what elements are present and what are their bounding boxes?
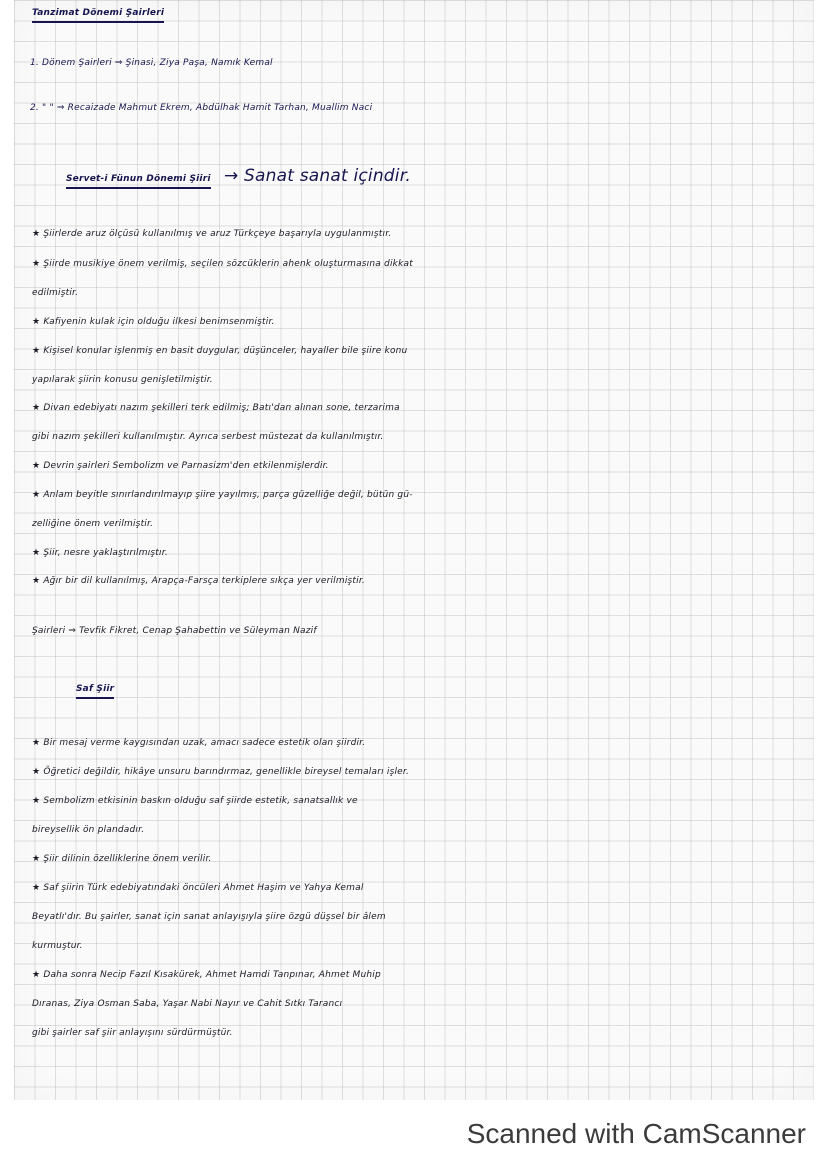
servetifunun-poets: Şairleri ⇒ Tevfik Fikret, Cenap Şahabettin ve Süleyman Nazif: [32, 626, 317, 636]
safsiir-bullet-1: ★ Bir mesaj verme kaygısından uzak, amacı sadece estetik olan şiirdir.: [32, 738, 366, 748]
safsiir-bullet-3: ★ Sembolizm etkisinin baskın olduğu saf şiirde estetik, sanatsallık ve: [32, 796, 358, 806]
servetifunun-bullet-4-cont: yapılarak şiirin konusu genişletilmiştir.: [32, 375, 213, 385]
servetifunun-bullet-6: ★ Devrin şairleri Sembolizm ve Parnasizm'den etkilenmişlerdir.: [32, 461, 329, 471]
servetifunun-bullet-1: ★ Şiirlerde aruz ölçüsü kullanılmış ve aruz Türkçeye başarıyla uygulanmıştır.: [32, 229, 392, 239]
safsiir-bullet-3-cont: bireysellik ön plandadır.: [32, 825, 145, 835]
tanzimat-line-1: 1. Dönem Şairleri ⇒ Şinasi, Ziya Paşa, Namık Kemal: [30, 58, 273, 68]
servetifunun-note: → Sanat sanat içindir.: [223, 166, 411, 186]
safsiir-bullet-2: ★ Öğretici değildir, hikâye unsuru barındırmaz, genellikle bireysel temaları işler.: [32, 767, 410, 777]
safsiir-bullet-6-cont-2: gibi şairler saf şiir anlayışını sürdürmüştür.: [32, 1028, 233, 1038]
servetifunun-bullet-5-cont: gibi nazım şekilleri kullanılmıştır. Ayrıca serbest müstezat da kullanılmıştır.: [32, 432, 384, 442]
servetifunun-bullet-2: ★ Şiirde musikiye önem verilmiş, seçilen sözcüklerin ahenk oluşturmasına dikkat: [32, 259, 413, 269]
safsiir-bullet-5-cont-2: kurmuştur.: [32, 941, 83, 951]
servetifunun-bullet-9: ★ Ağır bir dil kullanılmış, Arapça-Farsça terkiplere sıkça yer verilmiştir.: [32, 576, 365, 586]
safsiir-bullet-5-cont: Beyatlı'dır. Bu şairler, sanat için sanat anlayışıyla şiire özgü düşsel bir âlem: [32, 912, 386, 922]
tanzimat-line-2: 2. " " ⇒ Recaizade Mahmut Ekrem, Abdülhak Hamit Tarhan, Muallim Naci: [30, 103, 373, 113]
servetifunun-bullet-5: ★ Divan edebiyatı nazım şekilleri terk edilmiş; Batı'dan alınan sone, terzarima: [32, 403, 400, 413]
servetifunun-bullet-4: ★ Kişisel konular işlenmiş en basit duygular, düşünceler, hayaller bile şiire konu: [32, 346, 408, 356]
section-title-tanzimat: Tanzimat Dönemi Şairleri: [32, 8, 828, 23]
servetifunun-bullet-3: ★ Kafiyenin kulak için olduğu ilkesi benimsenmiştir.: [32, 317, 275, 327]
notebook-page: [14, 0, 814, 1100]
section-title-safsiir: Saf Şiir: [76, 684, 828, 699]
safsiir-bullet-4: ★ Şiir dilinin özelliklerine önem verilir.: [32, 854, 212, 864]
safsiir-bullet-5: ★ Saf şiirin Türk edebiyatındaki öncüleri Ahmet Haşim ve Yahya Kemal: [32, 883, 364, 893]
servetifunun-bullet-8: ★ Şiir, nesre yaklaştırılmıştır.: [32, 548, 168, 558]
servetifunun-bullet-2-cont: edilmiştir.: [32, 288, 79, 298]
servetifunun-bullet-7-cont: zelliğine önem verilmiştir.: [32, 519, 154, 529]
camscanner-watermark: Scanned with CamScanner: [466, 1118, 806, 1149]
servetifunun-bullet-7: ★ Anlam beyitle sınırlandırılmayıp şiire yayılmış, parça güzelliğe değil, bütün gü-: [32, 490, 413, 500]
safsiir-bullet-6: ★ Daha sonra Necip Fazıl Kısakürek, Ahmet Hamdi Tanpınar, Ahmet Muhip: [32, 970, 381, 980]
section-title-servetifunun: Servet-i Fünun Dönemi Şiiri → Sanat sanat içindir.: [66, 166, 828, 189]
safsiir-bullet-6-cont: Dıranas, Ziya Osman Saba, Yaşar Nabi Nayır ve Cahit Sıtkı Tarancı: [32, 999, 343, 1009]
